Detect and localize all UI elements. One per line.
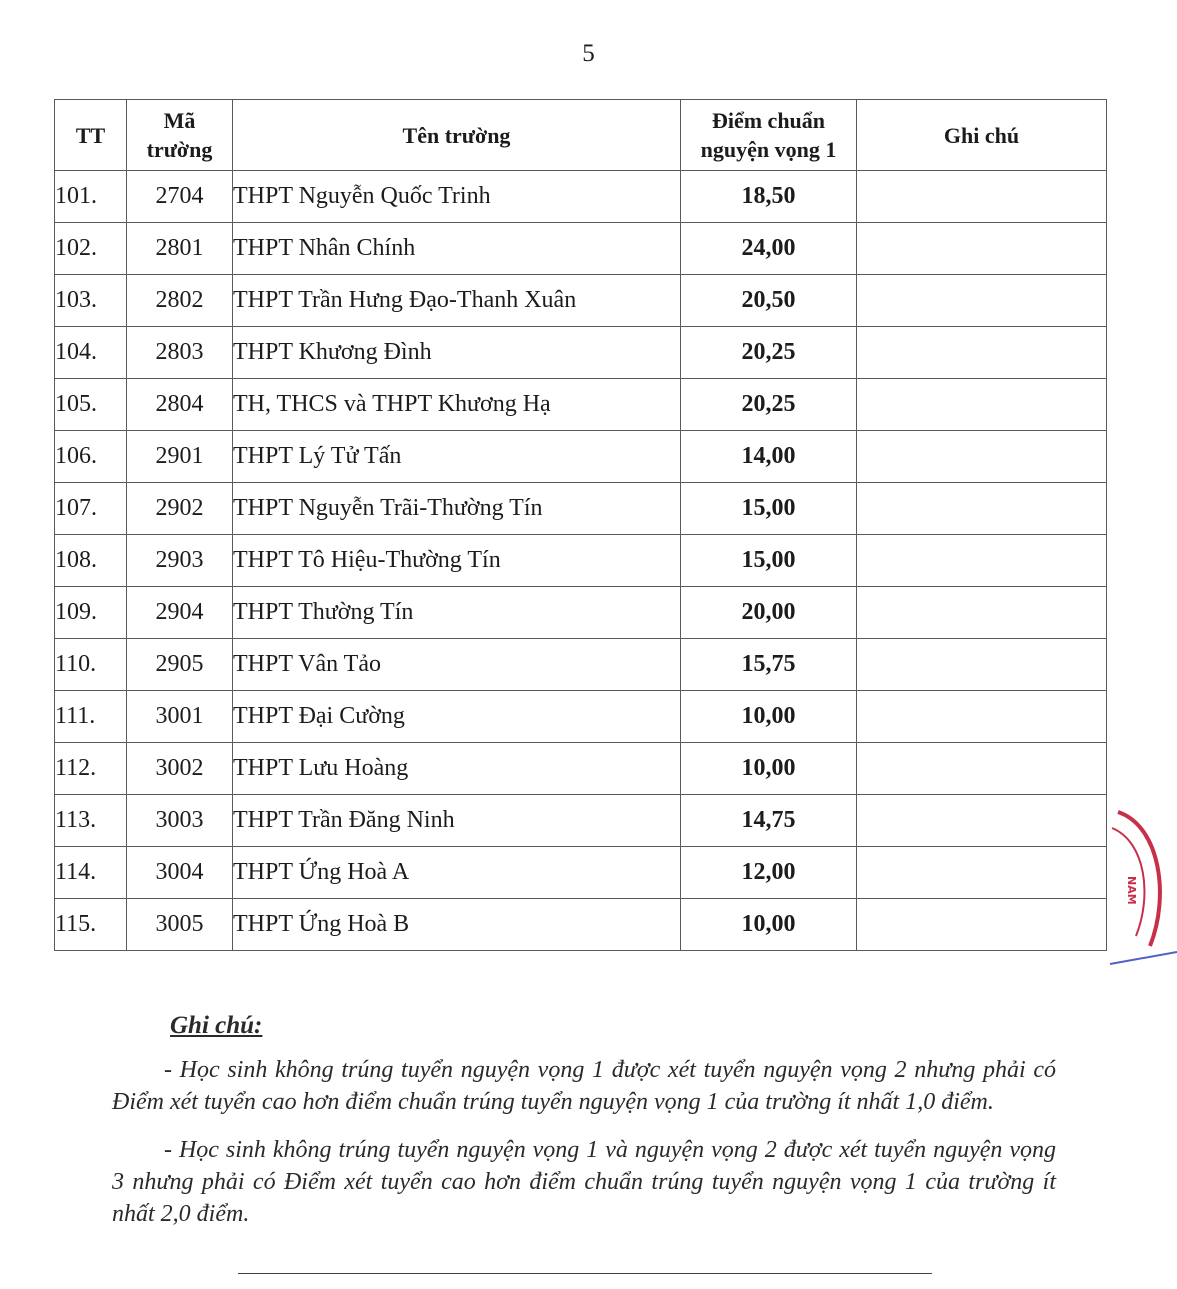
cell-school-name: THPT Thường Tín xyxy=(233,587,681,639)
header-school-name: Tên trường xyxy=(233,100,681,171)
cell-school-code: 3001 xyxy=(127,691,233,743)
cell-school-name: THPT Đại Cường xyxy=(233,691,681,743)
cell-school-code: 2704 xyxy=(127,171,233,223)
cell-school-name: THPT Lưu Hoàng xyxy=(233,743,681,795)
header-school-code-line2: trường xyxy=(146,137,213,162)
cell-tt: 115. xyxy=(55,899,127,951)
cell-note xyxy=(857,535,1107,587)
cell-tt: 111. xyxy=(55,691,127,743)
cell-cutoff-score: 14,75 xyxy=(681,795,857,847)
header-tt: TT xyxy=(55,100,127,171)
table-row xyxy=(55,691,1107,743)
cell-school-name: THPT Nguyễn Quốc Trinh xyxy=(233,171,681,223)
header-cutoff-score xyxy=(681,100,857,171)
cell-school-name: THPT Trần Hưng Đạo-Thanh Xuân xyxy=(233,275,681,327)
cell-school-code: 2803 xyxy=(127,327,233,379)
table-row xyxy=(55,483,1107,535)
cell-note xyxy=(857,171,1107,223)
table-row xyxy=(55,639,1107,691)
cell-tt: 104. xyxy=(55,327,127,379)
cell-note xyxy=(857,587,1107,639)
cell-tt: 106. xyxy=(55,431,127,483)
cell-school-name: THPT Vân Tảo xyxy=(233,639,681,691)
notes-title: Ghi chú: xyxy=(170,1012,263,1039)
table-row xyxy=(55,587,1107,639)
official-seal-stamp xyxy=(1098,806,1177,976)
cell-school-code: 3005 xyxy=(127,899,233,951)
table-row xyxy=(55,275,1107,327)
cell-tt: 101. xyxy=(55,171,127,223)
cell-tt: 114. xyxy=(55,847,127,899)
header-school-code xyxy=(127,100,233,171)
cell-tt: 108. xyxy=(55,535,127,587)
cell-cutoff-score: 20,50 xyxy=(681,275,857,327)
cell-cutoff-score: 10,00 xyxy=(681,691,857,743)
cell-note xyxy=(857,691,1107,743)
cell-tt: 109. xyxy=(55,587,127,639)
table-row xyxy=(55,847,1107,899)
cell-school-code: 3004 xyxy=(127,847,233,899)
table-row xyxy=(55,379,1107,431)
table-row xyxy=(55,535,1107,587)
cell-cutoff-score: 24,00 xyxy=(681,223,857,275)
cell-note xyxy=(857,847,1107,899)
cell-cutoff-score: 18,50 xyxy=(681,171,857,223)
cell-school-name: THPT Tô Hiệu-Thường Tín xyxy=(233,535,681,587)
cell-note xyxy=(857,483,1107,535)
cell-school-name: THPT Ứng Hoà A xyxy=(233,847,681,899)
cell-school-code: 2804 xyxy=(127,379,233,431)
note-item-2: - Học sinh không trúng tuyển nguyện vọng 1 và nguyện vọng 2 được xét tuyển nguyện vọng 3 nhưng phải có Điểm xét tuyển cao hơn điểm chuẩn trúng tuyển nguyện vọng 1 của trường ít nhất 2,0 điểm. xyxy=(112,1137,1056,1227)
seal-text: NAM xyxy=(1125,876,1138,905)
cell-school-code: 2904 xyxy=(127,587,233,639)
bottom-rule xyxy=(238,1273,932,1274)
cutoff-score-table xyxy=(54,99,1107,951)
header-school-code-line1: Mã xyxy=(163,108,196,133)
cell-school-name: THPT Khương Đình xyxy=(233,327,681,379)
cell-school-name: THPT Nguyễn Trãi-Thường Tín xyxy=(233,483,681,535)
cell-tt: 107. xyxy=(55,483,127,535)
header-note: Ghi chú xyxy=(857,100,1107,171)
signature-stroke xyxy=(1110,952,1177,964)
table-row xyxy=(55,431,1107,483)
cell-school-name: THPT Nhân Chính xyxy=(233,223,681,275)
cell-school-name: TH, THCS và THPT Khương Hạ xyxy=(233,379,681,431)
cell-school-code: 2801 xyxy=(127,223,233,275)
cell-tt: 102. xyxy=(55,223,127,275)
cell-school-code: 3002 xyxy=(127,743,233,795)
table-row xyxy=(55,223,1107,275)
cell-cutoff-score: 14,00 xyxy=(681,431,857,483)
cell-tt: 112. xyxy=(55,743,127,795)
cell-note xyxy=(857,327,1107,379)
cell-school-code: 3003 xyxy=(127,795,233,847)
page-number: 5 xyxy=(582,40,595,67)
cell-tt: 113. xyxy=(55,795,127,847)
note-item-1: - Học sinh không trúng tuyển nguyện vọng 1 được xét tuyển nguyện vọng 2 nhưng phải có Điểm xét tuyển cao hơn điểm chuẩn trúng tuyển nguyện vọng 1 của trường ít nhất 1,0 điểm. xyxy=(112,1057,1056,1115)
table-row xyxy=(55,327,1107,379)
cell-cutoff-score: 10,00 xyxy=(681,899,857,951)
cell-note xyxy=(857,379,1107,431)
cell-school-name: THPT Lý Tử Tấn xyxy=(233,431,681,483)
table-row xyxy=(55,743,1107,795)
cell-cutoff-score: 20,25 xyxy=(681,327,857,379)
cell-note xyxy=(857,275,1107,327)
cell-cutoff-score: 15,75 xyxy=(681,639,857,691)
table-row xyxy=(55,171,1107,223)
cell-note xyxy=(857,431,1107,483)
table-header-row xyxy=(55,100,1107,171)
cell-note xyxy=(857,223,1107,275)
table-row xyxy=(55,899,1107,951)
cell-cutoff-score: 20,00 xyxy=(681,587,857,639)
cell-school-code: 2905 xyxy=(127,639,233,691)
header-cutoff-score-line1: Điểm chuẩn xyxy=(711,108,826,133)
cell-school-code: 2903 xyxy=(127,535,233,587)
cell-school-name: THPT Ứng Hoà B xyxy=(233,899,681,951)
cell-tt: 105. xyxy=(55,379,127,431)
cell-note xyxy=(857,795,1107,847)
cell-school-code: 2901 xyxy=(127,431,233,483)
cell-school-code: 2902 xyxy=(127,483,233,535)
cell-note xyxy=(857,743,1107,795)
cell-note xyxy=(857,899,1107,951)
cell-cutoff-score: 10,00 xyxy=(681,743,857,795)
cell-tt: 110. xyxy=(55,639,127,691)
notes-section xyxy=(112,1012,1056,1246)
cell-cutoff-score: 12,00 xyxy=(681,847,857,899)
cell-cutoff-score: 15,00 xyxy=(681,535,857,587)
cell-note xyxy=(857,639,1107,691)
cell-cutoff-score: 20,25 xyxy=(681,379,857,431)
cell-school-code: 2802 xyxy=(127,275,233,327)
table-row xyxy=(55,795,1107,847)
cell-cutoff-score: 15,00 xyxy=(681,483,857,535)
cell-tt: 103. xyxy=(55,275,127,327)
cell-school-name: THPT Trần Đăng Ninh xyxy=(233,795,681,847)
header-cutoff-score-line2: nguyện vọng 1 xyxy=(700,137,837,162)
